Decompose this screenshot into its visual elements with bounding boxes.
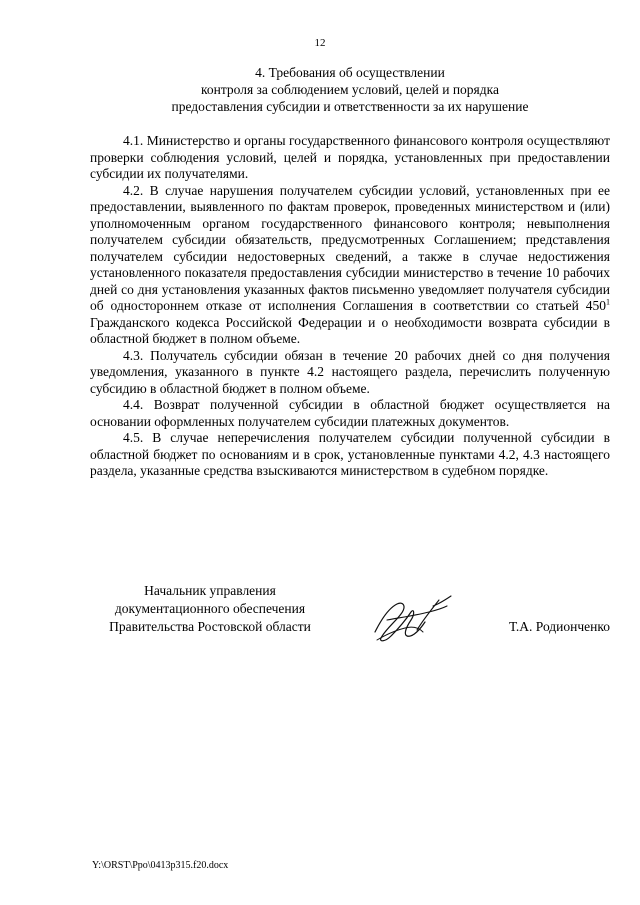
section-heading	[90, 64, 610, 115]
paragraph-4-4: 4.4. Возврат полученной субсидии в областной бюджет осуществляется на основании оформленных получателем субсидии платежных документов.	[90, 397, 610, 429]
paragraph-4-2-superscript: 1	[606, 297, 610, 307]
signatory-title-line: документационного обеспечения	[114, 601, 306, 616]
signatory-name: Т.А. Родионченко	[509, 619, 610, 634]
page-number: 12	[314, 37, 326, 49]
heading-line: предоставления субсидии и ответственности за их нарушение	[171, 99, 529, 114]
paragraph-4-3: 4.3. Получатель субсидии обязан в течение 20 рабочих дней со дня получения уведомления, указанного в пункте 4.2 настоящего раздела, перечислить полученную субсидию в областной бюджет в полном объеме.	[90, 347, 610, 396]
signature-block	[90, 582, 610, 652]
heading-line: 4. Требования об осуществлении	[255, 65, 445, 80]
paragraph-4-2-text-before: 4.2. В случае нарушения получателем субсидии условий, установленных при ее предоставлении, выявленного по фактам проверок, проведенных министерством и (или) уполномоченным органом государственного финансового контроля; невыполнения получателем субсидии обязательств, предусмотренных Соглашением; представления получателем субсидии недостоверных сведений, а также в случае недостижения установленного показателя предоставления субсидии министерство в течение 10 рабочих дней со дня установления указанных фактов письменно уведомляет получателя субсидии об одностороннем отказе от исполнения Соглашения в соответствии со статьей 450	[90, 182, 610, 313]
heading-line: контроля за соблюдением условий, целей и порядка	[201, 82, 499, 97]
paragraph-4-1: 4.1. Министерство и органы государственного финансового контроля осуществляют проверки соблюдения условий, целей и порядка, установленных при предоставлении субсидии их получателями.	[90, 133, 610, 181]
footer-file-path: Y:\ORST\Ppo\0413p315.f20.docx	[92, 860, 229, 871]
section-body	[90, 133, 610, 480]
handwritten-signature	[367, 590, 462, 650]
signatory-title-line: Правительства Ростовской области	[109, 619, 311, 634]
signatory-title-line: Начальник управления	[144, 583, 276, 598]
paragraph-4-2	[90, 183, 610, 348]
paragraph-4-5: 4.5. В случае неперечисления получателем субсидии полученной субсидии в областной бюджет по основаниям и в срок, установленные пунктами 4.2, 4.3 настоящего раздела, указанные средства взыскиваются министерством в судебном порядке.	[90, 430, 610, 478]
paragraph-4-2-text-after: Гражданского кодекса Российской Федерации и о необходимости возврата субсидии в областной бюджет в полном объеме.	[90, 314, 610, 346]
signatory-title	[90, 582, 330, 636]
